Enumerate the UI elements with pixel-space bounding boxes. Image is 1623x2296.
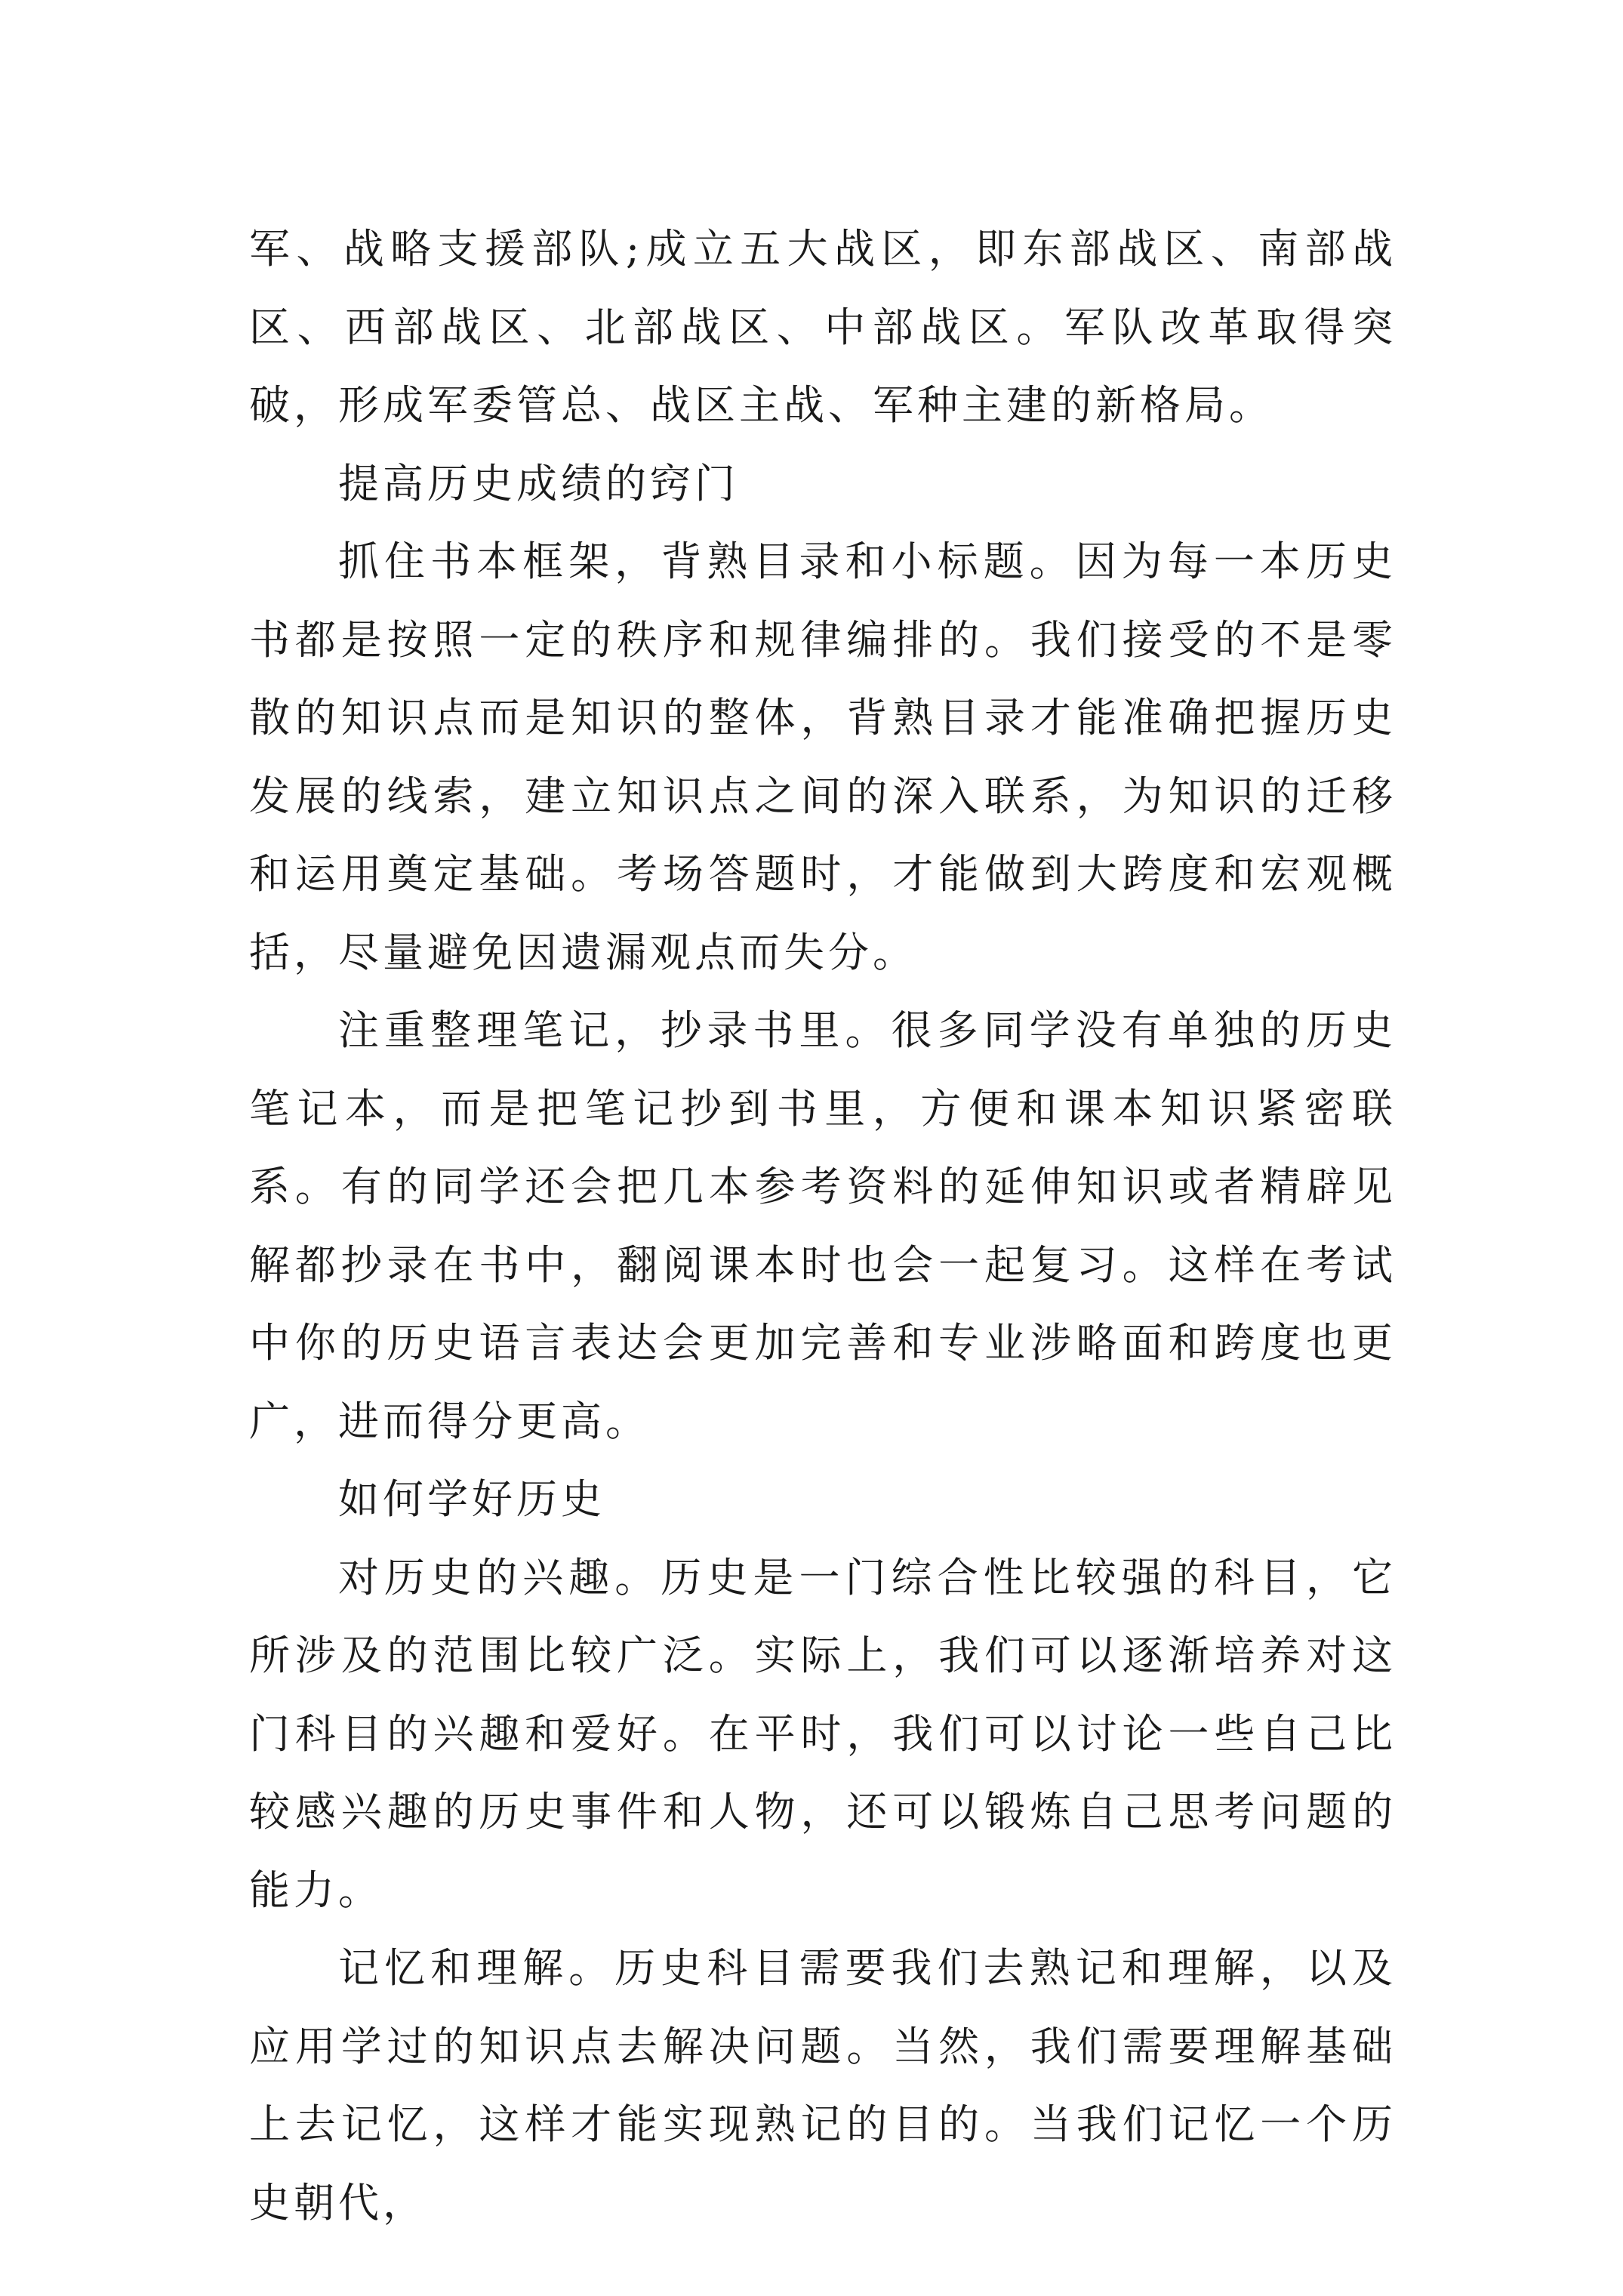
paragraph-notes: 注重整理笔记，抄录书里。很多同学没有单独的历史笔记本，而是把笔记抄到书里，方便和课本知识紧密联系。有的同学还会把几本参考资料的延伸知识或者精辟见解都抄录在书中，翻阅课本时也会一起复习。这样在考试中你的历史语言表达会更加完善和专业涉略面和跨度也更广，进而得分更高。 xyxy=(249,1006,1397,1445)
paragraph-interest: 对历史的兴趣。历史是一门综合性比较强的科目，它所涉及的范围比较广泛。实际上，我们可以逐渐培养对这门科目的兴趣和爱好。在平时，我们可以讨论一些自己比较感兴趣的历史事件和人物，还可以锻炼自己思考问题的能力。 xyxy=(249,1553,1397,1914)
paragraph-framework: 抓住书本框架，背熟目录和小标题。因为每一本历史书都是按照一定的秩序和规律编排的。我们接受的不是零散的知识点而是知识的整体，背熟目录才能准确把握历史发展的线索，建立知识点之间的深入联系，为知识的迁移和运用奠定基础。考场答题时，才能做到大跨度和宏观概括，尽量避免因遗漏观点而失分。 xyxy=(249,538,1397,976)
paragraph-memory: 记忆和理解。历史科目需要我们去熟记和理解，以及应用学过的知识点去解决问题。当然，我们需要理解基础上去记忆，这样才能实现熟记的目的。当我们记忆一个历史朝代， xyxy=(249,1944,1397,2227)
paragraph-continued: 军、战略支援部队;成立五大战区，即东部战区、南部战区、西部战区、北部战区、中部战区。军队改革取得突破，形成军委管总、战区主战、军种主建的新格局。 xyxy=(249,225,1397,429)
section-heading-history-tips: 提高历史成绩的窍门 xyxy=(338,459,739,507)
section-heading-learn-history: 如何学好历史 xyxy=(338,1475,605,1523)
document-body xyxy=(249,210,1397,2242)
